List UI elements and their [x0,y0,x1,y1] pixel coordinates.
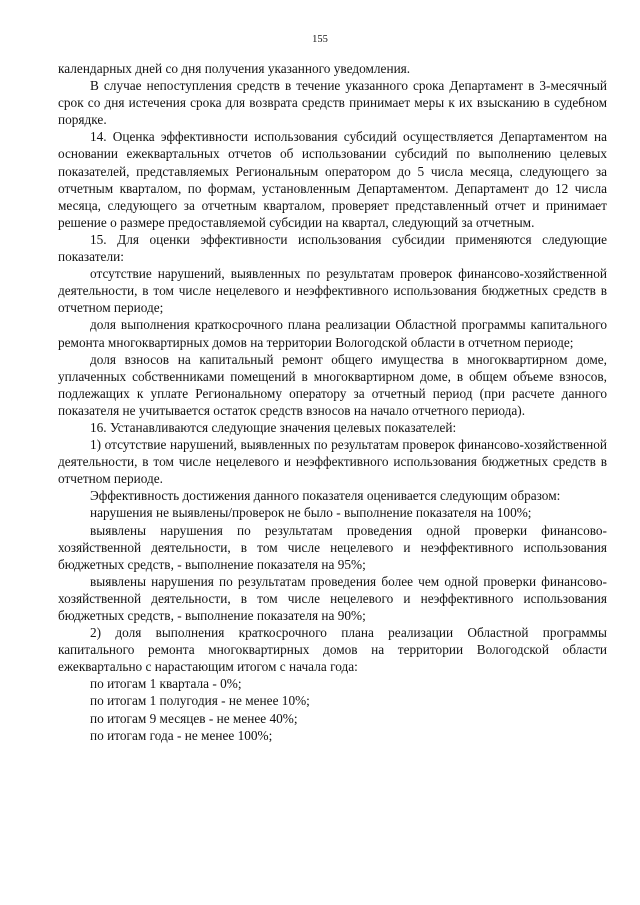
paragraph: В случае непоступления средств в течение указанного срока Департамент в 3-месячный срок со дня истечения срока для возврата средств принимает меры к их взысканию в судебном порядке. [58,78,607,128]
paragraph: 2) доля выполнения краткосрочного плана реализации Областной программы капитального ремонта многоквартирных домов на территории Вологодской области ежеквартально с нарастающим итогом с начала года: [58,625,607,675]
list-item: по итогам 9 месяцев - не менее 40%; [90,710,298,726]
paragraph: доля выполнения краткосрочного плана реализации Областной программы капитального ремонта многоквартирных домов на территории Вологодской области в отчетном периоде; [58,317,607,350]
paragraph: доля взносов на капитальный ремонт общего имущества в многоквартирном доме, уплаченных собственниками помещений в многоквартирном доме, в общем объеме взносов, подлежащих к уплате Региональному оператору за отчетный период (при расчете данного показателя не учитывается остаток средств взносов на начало отчетного периода). [58,351,607,418]
paragraph: отсутствие нарушений, выявленных по результатам проверок финансово-хозяйственной деятельности, в том числе нецелевого и неэффективного использования бюджетных средств в отчетном периоде; [58,266,607,316]
list-item: по итогам 1 полугодия - не менее 10%; [90,693,310,709]
paragraph: календарных дней со дня получения указанного уведомления. [58,61,411,76]
paragraph: Эффективность достижения данного показателя оценивается следующим образом: [90,488,561,504]
paragraph: 15. Для оценки эффективности использования субсидии применяются следующие показатели: [58,231,607,265]
list-item: по итогам 1 квартала - 0%; [90,676,242,692]
document-body [58,60,607,744]
paragraph: 1) отсутствие нарушений, выявленных по результатам проверок финансово-хозяйственной деятельности, в том числе нецелевого и неэффективного использования бюджетных средств в отчетном периоде. [58,437,607,487]
paragraph: 14. Оценка эффективности использования субсидий осуществляется Департаментом на основании ежеквартальных отчетов об использовании субсидий по выполнению целевых показателей, представляемых Региональным оператором до 5 числа месяца, следующего за отчетным кварталом, по формам, установленным Департаментом. Департамент до 12 числа месяца, следующего за отчетным кварталом, проверяет представленный отчет и принимает решение о размере предоставляемой субсидии на квартал, следующий за отчетным. [58,129,607,230]
page-number: 155 [312,34,328,45]
list-item: по итогам года - не менее 100%; [90,727,273,743]
paragraph: 16. Устанавливаются следующие значения целевых показателей: [90,419,457,435]
paragraph: нарушения не выявлены/проверок не было - выполнение показателя на 100%; [90,505,532,521]
paragraph: выявлены нарушения по результатам проведения более чем одной проверки финансово-хозяйственной деятельности, в том числе нецелевого и неэффективного использования бюджетных средств, - выполнение показателя на 90%; [58,573,607,623]
paragraph: выявлены нарушения по результатам проведения одной проверки финансово-хозяйственной деятельности, в том числе нецелевого и неэффективного использования бюджетных средств, - выполнение показателя на 95%; [58,522,607,572]
